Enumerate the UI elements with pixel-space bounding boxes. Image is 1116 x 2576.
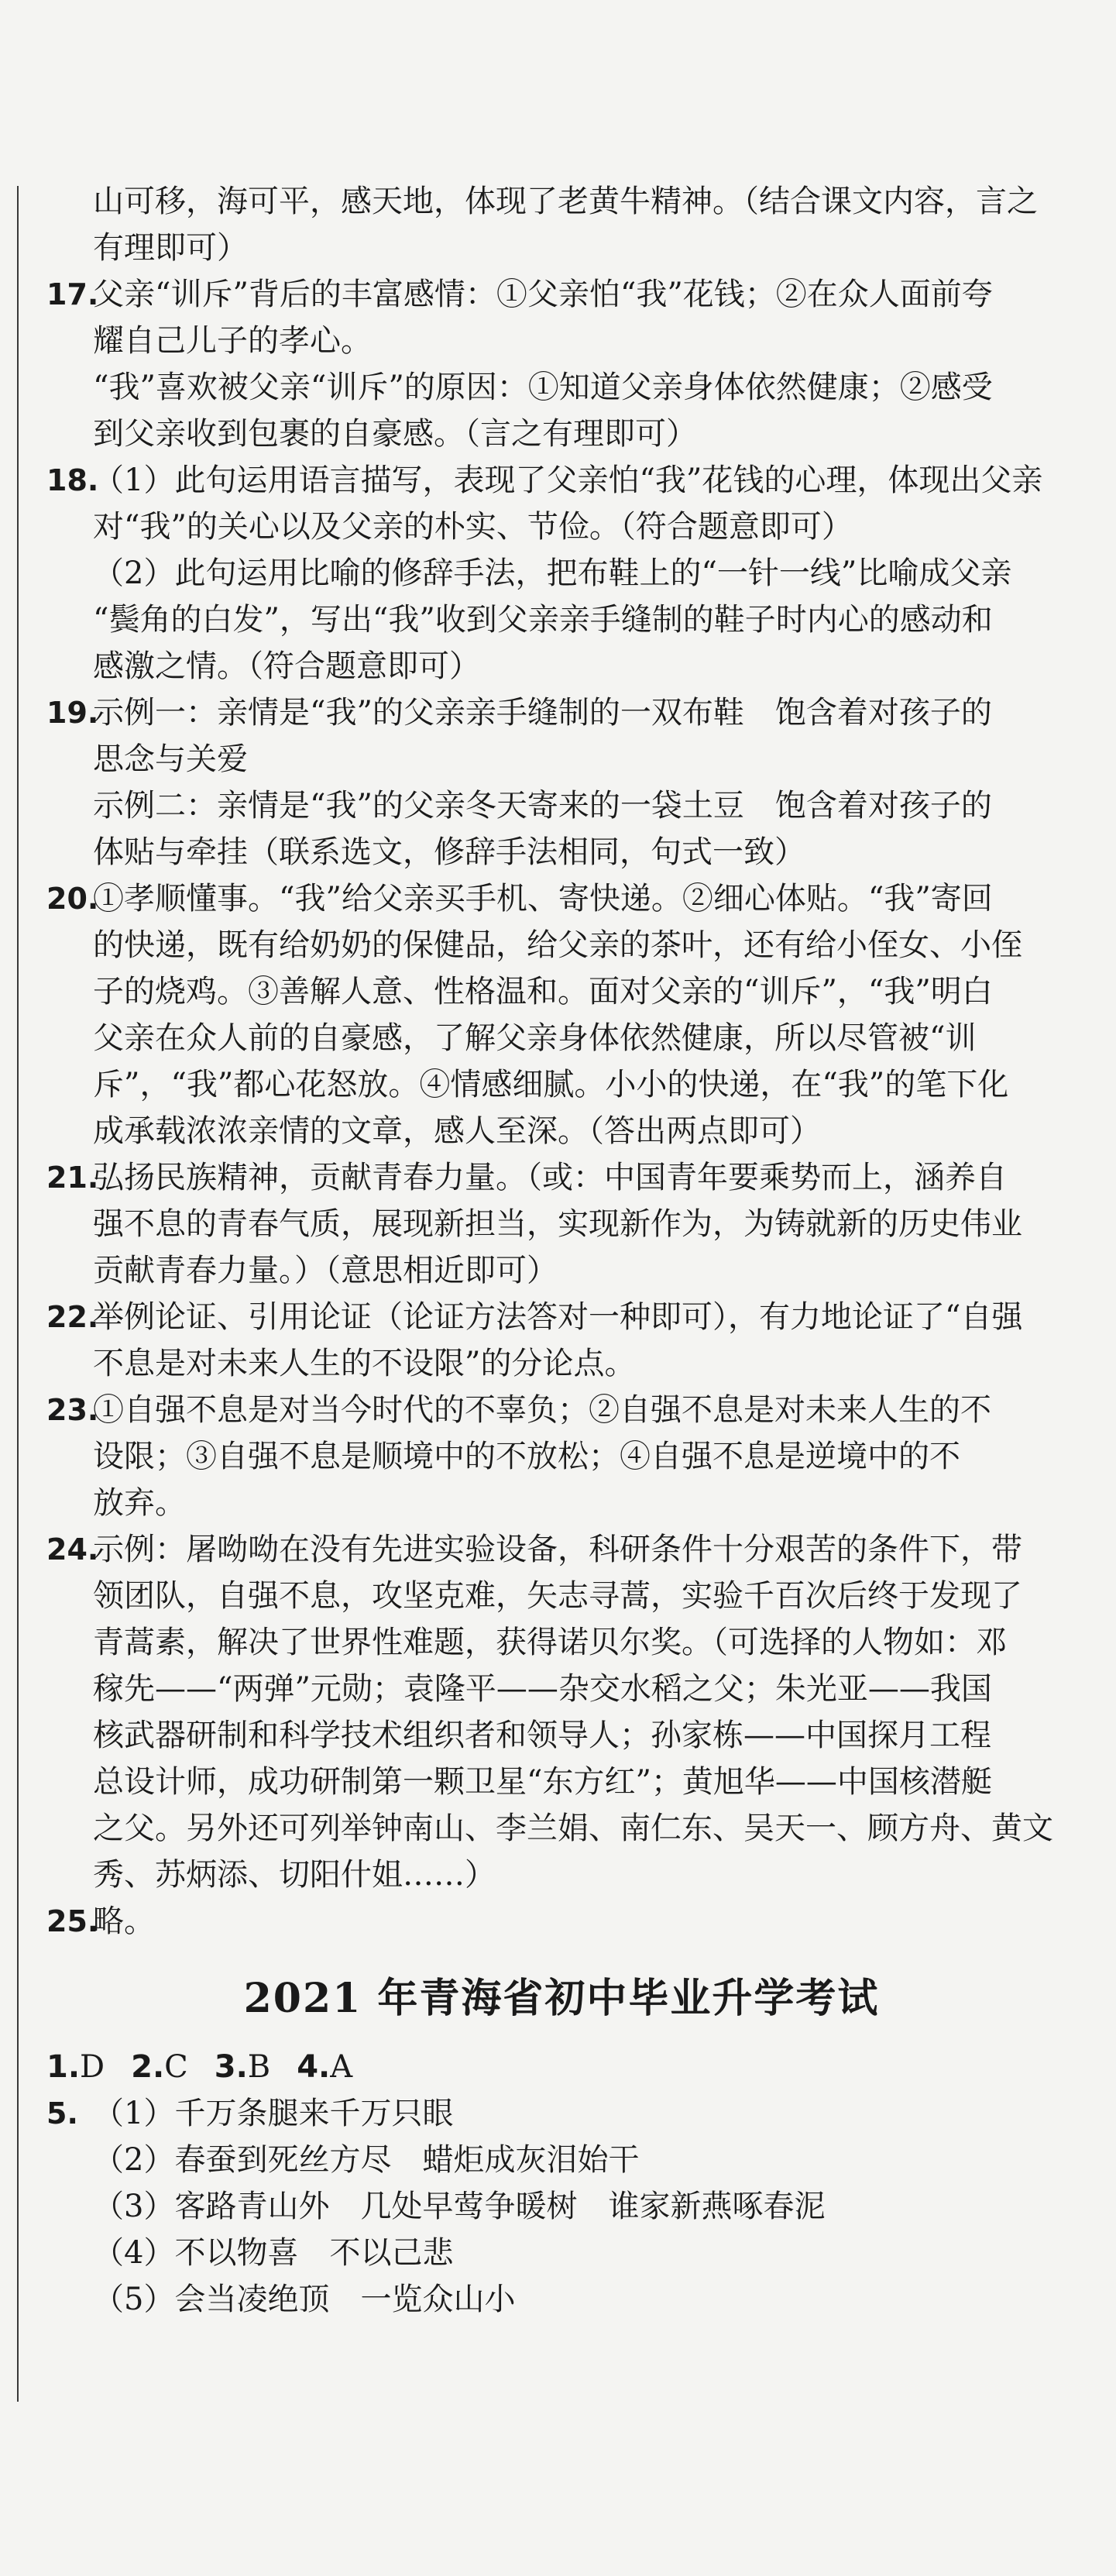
answer-body bbox=[93, 1387, 1077, 1526]
answer-number: 5. bbox=[46, 2096, 78, 2131]
answer-number: 20. bbox=[46, 882, 99, 916]
text-line: ①孝顺懂事。“我”给父亲买手机、寄快递。②细心体贴。“我”寄回 bbox=[93, 881, 993, 917]
answer-number: 17. bbox=[46, 277, 99, 311]
answer-body bbox=[93, 457, 1077, 690]
text-line: 略。 bbox=[93, 1904, 155, 1939]
text-line: 父亲在众人前的自豪感，了解父亲身体依然健康，所以尽管被“训 bbox=[93, 1020, 977, 1056]
text-line: 山可移，海可平，感天地，体现了老黄牛精神。（结合课文内容，言之 bbox=[93, 184, 1038, 219]
answer-body bbox=[93, 271, 1077, 457]
text-line: （3）客路青山外 几处早莺争暖树 谁家新燕啄春泥 bbox=[93, 2189, 826, 2224]
mc-answer: 2.C bbox=[131, 2049, 188, 2085]
answer-list bbox=[46, 271, 1077, 1945]
text-line: 成承载浓浓亲情的文章，感人至深。（答出两点即可） bbox=[93, 1113, 821, 1149]
answer-page bbox=[46, 178, 1077, 2323]
answer-item bbox=[46, 271, 1077, 457]
continuation-block bbox=[46, 178, 1077, 271]
text-line: （5）会当凌绝顶 一览众山小 bbox=[93, 2282, 516, 2317]
text-line: “鬓角的白发”，写出“我”收到父亲亲手缝制的鞋子时内心的感动和 bbox=[93, 602, 993, 638]
answer-item-5 bbox=[46, 2090, 1077, 2323]
text-line: （1）千万条腿来千万只眼 bbox=[93, 2096, 454, 2131]
text-line: 贡献青春力量。）（意思相近即可） bbox=[93, 1253, 558, 1288]
mc-answer: 3.B bbox=[214, 2049, 271, 2085]
text-line: 示例二：亲情是“我”的父亲冬天寄来的一袋土豆 饱含着对孩子的 bbox=[93, 788, 992, 824]
text-line: （2）春蚕到死丝方尽 蜡炬成灰泪始干 bbox=[93, 2142, 640, 2178]
answer-item bbox=[46, 1294, 1077, 1387]
answer-item bbox=[46, 1898, 1077, 1945]
answer-body bbox=[93, 1154, 1077, 1294]
answer-item bbox=[46, 1387, 1077, 1526]
answer-item bbox=[46, 1526, 1077, 1898]
text-line: 思念与关爱 bbox=[93, 741, 248, 777]
text-line: 到父亲收到包裹的自豪感。（言之有理即可） bbox=[93, 416, 697, 452]
text-line: 的快递，既有给奶奶的保健品，给父亲的茶叶，还有给小侄女、小侄 bbox=[93, 927, 1022, 963]
text-line: 示例一：亲情是“我”的父亲亲手缝制的一双布鞋 饱含着对孩子的 bbox=[93, 695, 992, 731]
text-line: 设限；③自强不息是顺境中的不放松；④自强不息是逆境中的不 bbox=[93, 1439, 960, 1474]
text-line: 弘扬民族精神，贡献青春力量。（或：中国青年要乘势而上，涵养自 bbox=[93, 1160, 1007, 1195]
answer-item bbox=[46, 875, 1077, 1154]
answer-number: 21. bbox=[46, 1161, 99, 1195]
text-line: 举例论证、引用论证（论证方法答对一种即可），有力地论证了“自强 bbox=[93, 1299, 1023, 1335]
answer-number: 18. bbox=[46, 463, 99, 497]
answer-body bbox=[93, 690, 1077, 875]
mc-answer: 4.A bbox=[297, 2049, 353, 2085]
text-line: 领团队，自强不息，攻坚克难，矢志寻蒿，实验千百次后终于发现了 bbox=[93, 1578, 1022, 1614]
answer-number: 19. bbox=[46, 696, 99, 730]
text-line: 强不息的青春气质，展现新担当，实现新作为，为铸就新的历史伟业 bbox=[93, 1206, 1022, 1242]
text-line: 不息是对未来人生的不设限”的分论点。 bbox=[93, 1346, 636, 1381]
answer-item bbox=[46, 1154, 1077, 1294]
text-line: 青蒿素，解决了世界性难题，获得诺贝尔奖。（可选择的人物如：邓 bbox=[93, 1625, 1007, 1660]
section-title: 2021 年青海省初中毕业升学考试 bbox=[243, 1975, 880, 2022]
text-line: 对“我”的关心以及父亲的朴实、节俭。（符合题意即可） bbox=[93, 509, 853, 545]
multiple-choice-row bbox=[46, 2044, 1077, 2090]
answer-number: 22. bbox=[46, 1300, 99, 1334]
text-line: 感激之情。（符合题意即可） bbox=[93, 648, 480, 684]
answer-body bbox=[93, 1526, 1077, 1898]
margin-rule bbox=[17, 186, 19, 2402]
text-line: 之父。另外还可列举钟南山、李兰娟、南仁东、吴天一、顾方舟、黄文 bbox=[93, 1811, 1053, 1846]
text-line: 核武器研制和科学技术组织者和领导人；孙家栋——中国探月工程 bbox=[93, 1718, 991, 1753]
answer-body bbox=[93, 1898, 1077, 1945]
text-line: 父亲“训斥”背后的丰富感情：①父亲怕“我”花钱；②在众人面前夸 bbox=[93, 277, 993, 312]
text-line: 有理即可） bbox=[93, 230, 248, 266]
text-line: 子的烧鸡。③善解人意、性格温和。面对父亲的“训斥”，“我”明白 bbox=[93, 974, 993, 1009]
answer-number: 24. bbox=[46, 1532, 99, 1567]
text-line: （4）不以物喜 不以己悲 bbox=[93, 2235, 454, 2271]
text-line: （1）此句运用语言描写，表现了父亲怕“我”花钱的心理，体现出父亲 bbox=[93, 463, 1043, 498]
answer-item bbox=[46, 457, 1077, 690]
answer-body bbox=[93, 875, 1077, 1154]
text-line: ①自强不息是对当今时代的不辜负；②自强不息是对未来人生的不 bbox=[93, 1392, 991, 1428]
text-line: 体贴与牵挂（联系选文，修辞手法相同，句式一致） bbox=[93, 834, 805, 870]
text-line: 总设计师，成功研制第一颗卫星“东方红”；黄旭华——中国核潜艇 bbox=[93, 1764, 992, 1800]
text-line: 示例：屠呦呦在没有先进实验设备，科研条件十分艰苦的条件下，带 bbox=[93, 1532, 1022, 1567]
answer-body bbox=[93, 2090, 1077, 2323]
text-line: 斥”，“我”都心花怒放。④情感细腻。小小的快递，在“我”的笔下化 bbox=[93, 1067, 1009, 1102]
answer-number: 23. bbox=[46, 1393, 99, 1427]
mc-answer: 1.D bbox=[46, 2049, 105, 2085]
text-line: 耀自己儿子的孝心。 bbox=[93, 323, 372, 359]
text-line: 秀、苏炳添、切阳什姐……） bbox=[93, 1857, 496, 1893]
text-line: “我”喜欢被父亲“训斥”的原因：①知道父亲身体依然健康；②感受 bbox=[93, 370, 993, 405]
text-line: （2）此句运用比喻的修辞手法，把布鞋上的“一针一线”比喻成父亲 bbox=[93, 555, 1012, 591]
answer-number: 25. bbox=[46, 1904, 99, 1938]
text-line: 稼先——“两弹”元勋；袁隆平——杂交水稻之父；朱光亚——我国 bbox=[93, 1671, 992, 1707]
answer-item bbox=[46, 690, 1077, 875]
answer-body bbox=[93, 1294, 1077, 1387]
text-line: 放弃。 bbox=[93, 1485, 186, 1521]
